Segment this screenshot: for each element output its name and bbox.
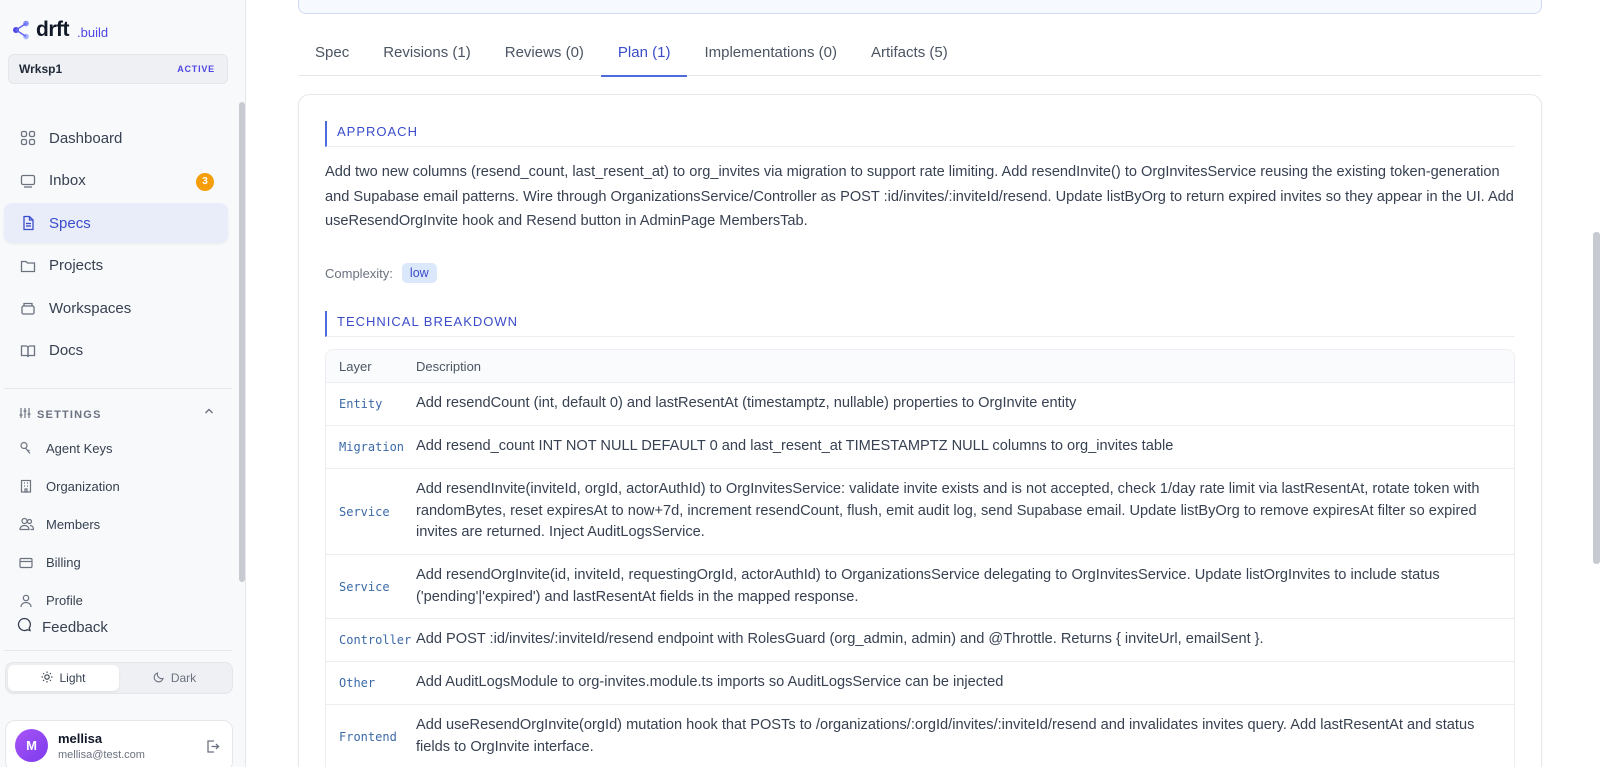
complexity-badge: low (402, 263, 437, 283)
nav-item-specs[interactable] (4, 203, 228, 243)
settings-item-label: Billing (46, 555, 81, 571)
table-row (326, 705, 1514, 767)
settings-item-members[interactable] (18, 505, 218, 543)
workspace-switcher[interactable] (8, 54, 228, 84)
moon-icon (153, 671, 165, 686)
table-row (326, 383, 1514, 426)
column-header-description: Description (416, 358, 482, 374)
inbox-icon (19, 172, 37, 190)
breakdown-table (325, 349, 1515, 767)
key-icon (18, 440, 34, 456)
sun-icon (41, 671, 53, 686)
approach-section-header (325, 121, 1515, 147)
nav-item-workspaces[interactable] (4, 288, 228, 328)
layer-cell: Other (339, 676, 376, 690)
plan-card (298, 94, 1542, 767)
table-row (326, 469, 1514, 555)
settings-item-organization[interactable] (18, 467, 218, 505)
approach-title: APPROACH (337, 124, 418, 139)
description-cell: Add POST :id/invites/:inviteId/resend endpoint with RolesGuard (org_admin, admin) and @Throttle. Returns { inviteUrl, emailSent }. (416, 631, 1264, 648)
settings-title: SETTINGS (37, 409, 102, 421)
inbox-count-badge: 3 (196, 173, 214, 191)
workspace-status-badge: ACTIVE (177, 64, 215, 74)
layer-cell: Entity (339, 397, 383, 411)
spec-tabs (298, 35, 1542, 76)
description-cell: Add resendInvite(inviteId, orgId, actorAuthId) to OrgInvitesService: validate invite exists and is not accepted, check 1/day rate limit via lastResentAt, rotate token with randomBytes, reset expiresAt to now+7d, increment resendCount, flush, emit audit log, send Supabase email. Update listByOrg to remove expiresAt filter so expired invites are returned. Inject AuditLogsService. (416, 481, 1480, 541)
theme-dark-button[interactable] (119, 665, 230, 691)
nav-item-label: Workspaces (49, 299, 132, 317)
technical-breakdown-title: TECHNICAL BREAKDOWN (337, 314, 519, 329)
description-cell: Add resend_count INT NOT NULL DEFAULT 0 and last_resent_at TIMESTAMPTZ NULL columns to org_invites table (416, 438, 1174, 455)
nav-item-label: Docs (49, 342, 84, 360)
feedback-link[interactable] (17, 617, 108, 637)
avatar[interactable]: M (15, 729, 48, 762)
table-row (326, 426, 1514, 469)
main-scrollbar[interactable] (1593, 232, 1600, 564)
tab-plan[interactable]: Plan (1) (601, 35, 688, 76)
technical-breakdown-header (325, 311, 1515, 337)
complexity-label: Complexity: (325, 265, 393, 281)
theme-light-label: Light (59, 671, 86, 685)
building-icon (18, 478, 34, 494)
grid-icon (19, 129, 37, 147)
nav-item-inbox[interactable] (4, 161, 228, 201)
theme-toggle (5, 662, 233, 694)
user-icon (18, 593, 34, 609)
share-nodes-icon (12, 20, 30, 40)
settings-item-label: Agent Keys (46, 440, 113, 456)
brand-name: drft (36, 18, 69, 41)
table-header-row (326, 350, 1514, 383)
user-info (58, 729, 145, 761)
brand-suffix: .build (77, 25, 109, 40)
tab-spec[interactable]: Spec (315, 44, 350, 61)
workspace-name: Wrksp1 (19, 62, 63, 76)
table-row (326, 555, 1514, 619)
nav-item-label: Dashboard (49, 129, 123, 147)
chevron-up-icon (203, 404, 215, 422)
nav-item-dashboard[interactable] (4, 118, 228, 158)
settings-item-agent-keys[interactable] (18, 429, 218, 467)
layer-cell: Migration (339, 440, 405, 454)
table-row (326, 619, 1514, 662)
settings-nav (18, 429, 218, 620)
layer-cell: Service (339, 579, 390, 594)
settings-item-label: Members (46, 516, 101, 532)
settings-item-label: Organization (46, 478, 120, 494)
layer-cell: Service (339, 504, 390, 519)
tab-revisions[interactable]: Revisions (1) (383, 44, 471, 61)
table-row (326, 662, 1514, 705)
logout-icon[interactable] (205, 739, 220, 759)
approach-text: Add two new columns (resend_count, last_resent_at) to org_invites via migration to support rate limiting. Add resendInvite() to OrgInvitesService reusing the existing token-generation and Supabase email patterns. Wire through OrganizationsService/Controller as POST :id/invites/:inviteId/resend. Update listByOrg to return expired invites so they appear in the UI. Add useResendOrgInvite hook and Resend button in AdminPage MembersTab. (325, 164, 1514, 229)
sidebar-divider (4, 650, 232, 651)
description-cell: Add resendCount (int, default 0) and lastResentAt (timestamptz, nullable) properties to OrgInvite entity (416, 395, 1077, 412)
tab-implementations[interactable]: Implementations (0) (704, 44, 838, 61)
user-name: mellisa (58, 731, 103, 746)
spec-header-card (298, 0, 1542, 14)
theme-dark-label: Dark (170, 671, 197, 685)
tab-reviews[interactable]: Reviews (0) (504, 44, 584, 61)
document-icon (19, 214, 37, 232)
sidebar (0, 0, 246, 767)
complexity (325, 263, 437, 283)
settings-item-profile[interactable] (18, 582, 218, 620)
user-email: mellisa@test.com (58, 749, 145, 761)
users-icon (18, 516, 34, 532)
layer-cell: Controller (339, 633, 412, 647)
nav-item-docs[interactable] (4, 331, 228, 371)
feedback-label: Feedback (42, 618, 108, 636)
description-cell: Add resendOrgInvite(id, inviteId, requestingOrgId, actorAuthId) to OrganizationsService delegating to OrgInvitesService. Update listOrgInvites to include status ('pending'|'expired') and lastResentAt fields in the mapped response. (416, 567, 1440, 605)
nav-item-label: Specs (49, 214, 91, 232)
sliders-icon (19, 406, 31, 424)
credit-card-icon (18, 555, 34, 571)
settings-section-toggle[interactable] (19, 406, 215, 424)
description-cell: Add AuditLogsModule to org-invites.module.ts imports so AuditLogsService can be injected (416, 674, 1004, 691)
user-card (5, 720, 233, 767)
settings-item-label: Profile (46, 593, 83, 609)
chat-bubble-icon (17, 617, 32, 637)
layers-icon (19, 299, 37, 317)
settings-item-billing[interactable] (18, 544, 218, 582)
nav-item-label: Projects (49, 257, 104, 275)
tab-artifacts[interactable]: Artifacts (5) (871, 44, 948, 61)
theme-light-button[interactable] (8, 665, 119, 691)
column-header-layer: Layer (339, 358, 372, 374)
main-nav (4, 118, 228, 374)
description-cell: Add useResendOrgInvite(orgId) mutation hook that POSTs to /organizations/:orgId/invites/:inviteId/resend and invalidates invites query. Add lastResentAt and status fields to OrgInvite interface. (416, 717, 1475, 755)
brand-logo[interactable] (12, 18, 108, 42)
sidebar-divider (4, 388, 232, 389)
layer-cell: Frontend (339, 729, 397, 744)
nav-item-projects[interactable] (4, 246, 228, 286)
sidebar-scrollbar[interactable] (239, 102, 245, 582)
folder-icon (19, 257, 37, 275)
book-icon (19, 342, 37, 360)
nav-item-label: Inbox (49, 172, 86, 190)
